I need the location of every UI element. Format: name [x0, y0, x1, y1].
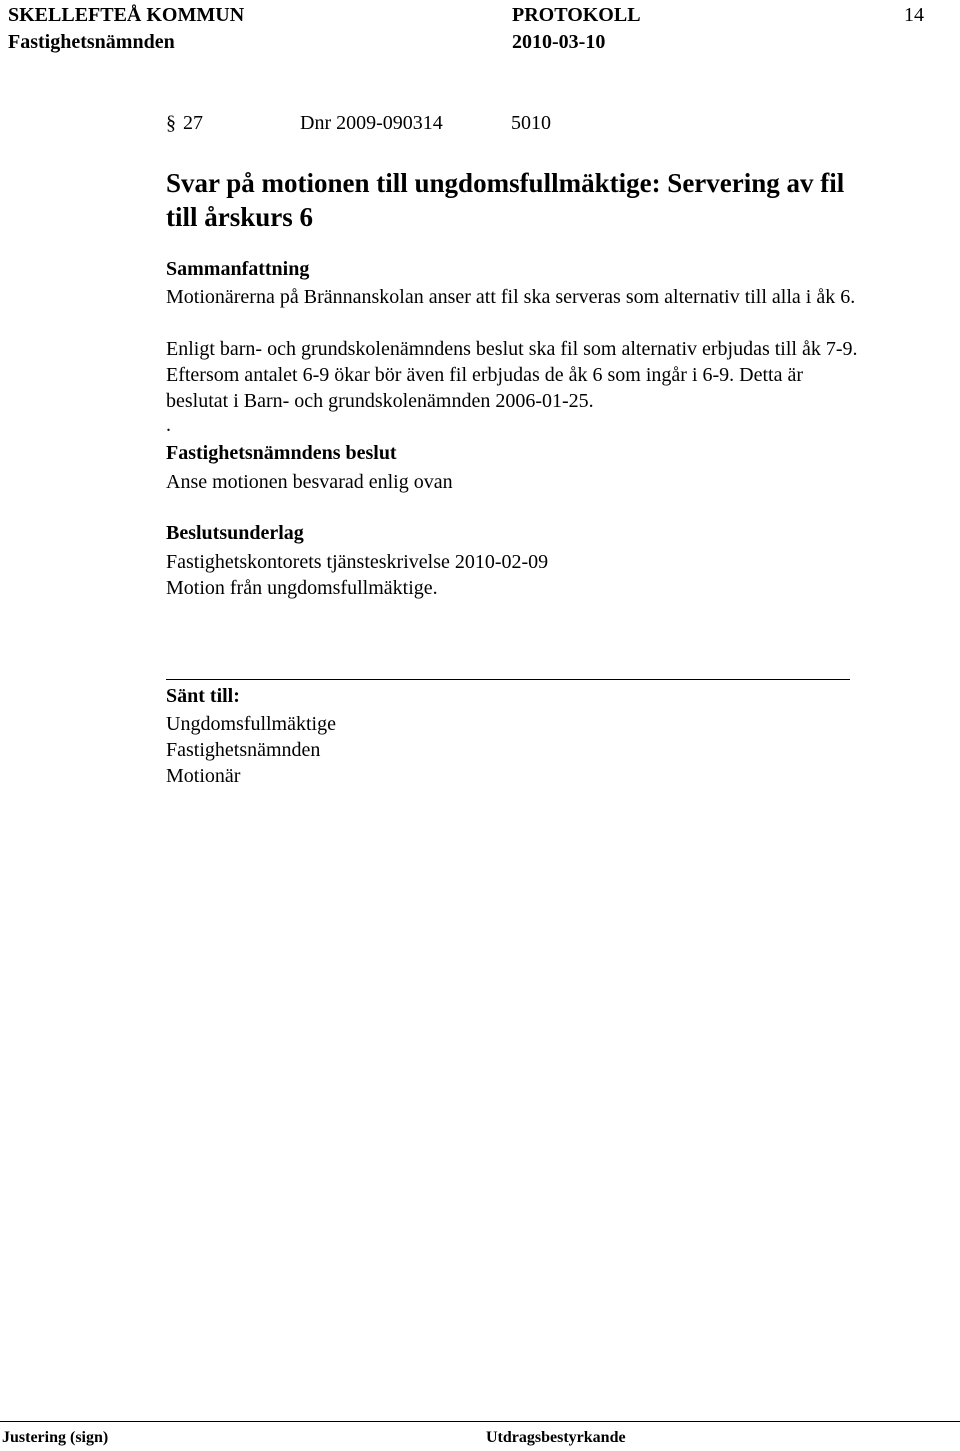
footer-signature-label: Justering (sign): [2, 1429, 109, 1446]
recipient: Fastighetsnämnden: [166, 739, 321, 761]
page-title-line-2: till årskurs 6: [166, 202, 314, 232]
org-name: SKELLEFTEÅ KOMMUN: [8, 4, 245, 26]
sent-to-heading: Sänt till:: [166, 685, 240, 707]
summary-paragraph-line-2: Eftersom antalet 6-9 ökar bör även fil erbjudas de åk 6 som ingår i 6-9. Detta är: [166, 364, 804, 386]
footer-rule: [0, 1421, 960, 1422]
summary-heading: Sammanfattning: [166, 258, 310, 280]
divider-line: [166, 679, 850, 680]
doc-type: PROTOKOLL: [512, 4, 641, 26]
decision-heading: Fastighetsnämndens beslut: [166, 442, 397, 464]
protocol-date: 2010-03-10: [512, 31, 606, 53]
summary-paragraph-line-1: Enligt barn- och grundskolenämndens beslut ska fil som alternativ erbjudas till åk 7-9.: [166, 338, 858, 360]
section-sign: §: [166, 112, 176, 134]
summary-paragraph-line-3: beslutat i Barn- och grundskolenämnden 2006-01-25.: [166, 390, 594, 412]
recipient: Ungdomsfullmäktige: [166, 713, 336, 735]
footer-certification-label: Utdragsbestyrkande: [486, 1429, 626, 1446]
basis-heading: Beslutsunderlag: [166, 522, 304, 544]
decision-text: Anse motionen besvarad enlig ovan: [166, 471, 453, 493]
basis-item: Fastighetskontorets tjänsteskrivelse 2010-02-09: [166, 551, 549, 573]
recipient: Motionär: [166, 765, 241, 787]
page-title-line-1: Svar på motionen till ungdomsfullmäktige: Servering av fil: [166, 168, 845, 198]
item-code: 5010: [511, 112, 551, 134]
board-name: Fastighetsnämnden: [8, 31, 175, 53]
dnr: Dnr 2009-090314: [300, 112, 443, 134]
stray-dot: .: [166, 414, 171, 436]
basis-item: Motion från ungdomsfullmäktige.: [166, 577, 438, 599]
page-number: 14: [904, 4, 924, 26]
summary-text: Motionärerna på Brännanskolan anser att fil ska serveras som alternativ till alla i åk 6.: [166, 286, 856, 308]
item-number: 27: [183, 112, 203, 134]
